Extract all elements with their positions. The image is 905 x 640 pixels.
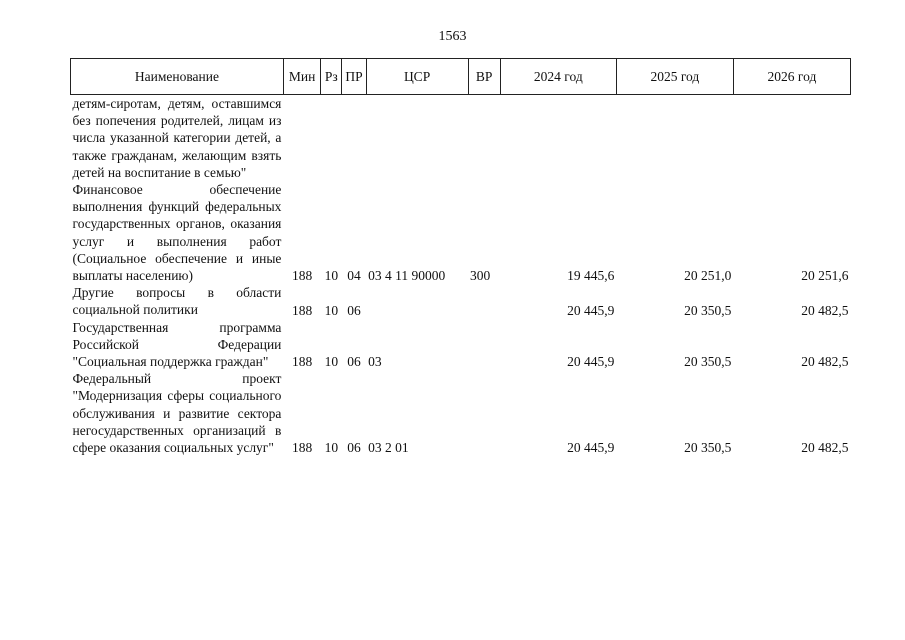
row-2025: 20 350,5 xyxy=(684,354,732,370)
table-row xyxy=(71,95,851,182)
row-2024: 20 445,9 xyxy=(567,440,615,456)
header-min: Мин xyxy=(283,59,320,95)
row-pr: 04 xyxy=(347,268,361,284)
table-row xyxy=(71,370,851,456)
row-vr xyxy=(468,95,500,182)
row-2026: 20 482,5 xyxy=(801,302,849,318)
header-2025: 2025 год xyxy=(616,59,733,95)
table-row xyxy=(71,181,851,284)
row-min: 188 xyxy=(291,268,313,284)
row-min xyxy=(283,95,320,182)
row-vr xyxy=(468,370,500,456)
header-vr: ВР xyxy=(468,59,500,95)
row-2026: 20 482,5 xyxy=(801,440,849,456)
row-csr xyxy=(366,284,468,318)
row-pr xyxy=(342,95,366,182)
row-csr: 03 4 11 90000 xyxy=(368,268,446,284)
header-rz: Рз xyxy=(321,59,342,95)
row-pr: 06 xyxy=(347,354,361,370)
row-name: Другие вопросы в области социальной политики xyxy=(72,285,282,318)
row-2025 xyxy=(616,95,733,182)
row-name: Государственная программа Российской Федерации "Социальная поддержка граждан" xyxy=(72,319,282,370)
row-2024: 20 445,9 xyxy=(567,354,615,370)
row-name: детям-сиротам, детям, оставшимся без попечения родителей, лицам из числа указанной категории детей, а также гражданам, желающим взять детей на воспитание в семью" xyxy=(72,96,282,180)
row-rz: 10 xyxy=(324,354,339,370)
row-csr: 03 xyxy=(368,354,382,370)
row-rz: 10 xyxy=(324,268,339,284)
row-2026: 20 251,6 xyxy=(801,268,849,284)
row-2026 xyxy=(733,95,850,182)
row-rz: 10 xyxy=(324,440,339,456)
table-row xyxy=(71,319,851,371)
row-2025: 20 350,5 xyxy=(684,302,732,318)
row-2024: 20 445,9 xyxy=(567,302,615,318)
row-vr xyxy=(468,319,500,371)
row-csr: 03 2 01 xyxy=(368,440,409,456)
row-2026: 20 482,5 xyxy=(801,354,849,370)
header-name: Наименование xyxy=(71,59,284,95)
row-rz xyxy=(321,95,342,182)
row-name: Федеральный проект "Модернизация сферы социального обслуживания и развитие сектора негосударственных организаций в сфере оказания социальных услуг" xyxy=(72,371,282,456)
row-vr: 300 xyxy=(470,268,491,284)
row-min: 188 xyxy=(291,354,313,370)
row-name: Финансовое обеспечение выполнения функций федеральных государственных органов, оказания услуг и выполнения работ (Социальное обеспечение и иные выплаты населению) xyxy=(72,182,282,284)
table-header-row xyxy=(71,59,851,95)
row-min: 188 xyxy=(291,302,313,318)
row-pr: 06 xyxy=(347,440,361,456)
row-min: 188 xyxy=(291,440,313,456)
header-2026: 2026 год xyxy=(733,59,850,95)
row-rz: 10 xyxy=(324,302,339,318)
row-2025: 20 350,5 xyxy=(684,440,732,456)
row-pr: 06 xyxy=(347,302,361,318)
row-2024: 19 445,6 xyxy=(567,268,615,284)
header-pr: ПР xyxy=(342,59,366,95)
row-csr xyxy=(366,95,468,182)
row-vr xyxy=(468,284,500,318)
page-number: 1563 xyxy=(438,29,467,44)
header-2024: 2024 год xyxy=(500,59,616,95)
row-2024 xyxy=(500,95,616,182)
budget-table xyxy=(70,58,851,456)
table-row xyxy=(71,284,851,318)
header-csr: ЦСР xyxy=(366,59,468,95)
row-2025: 20 251,0 xyxy=(684,268,732,284)
